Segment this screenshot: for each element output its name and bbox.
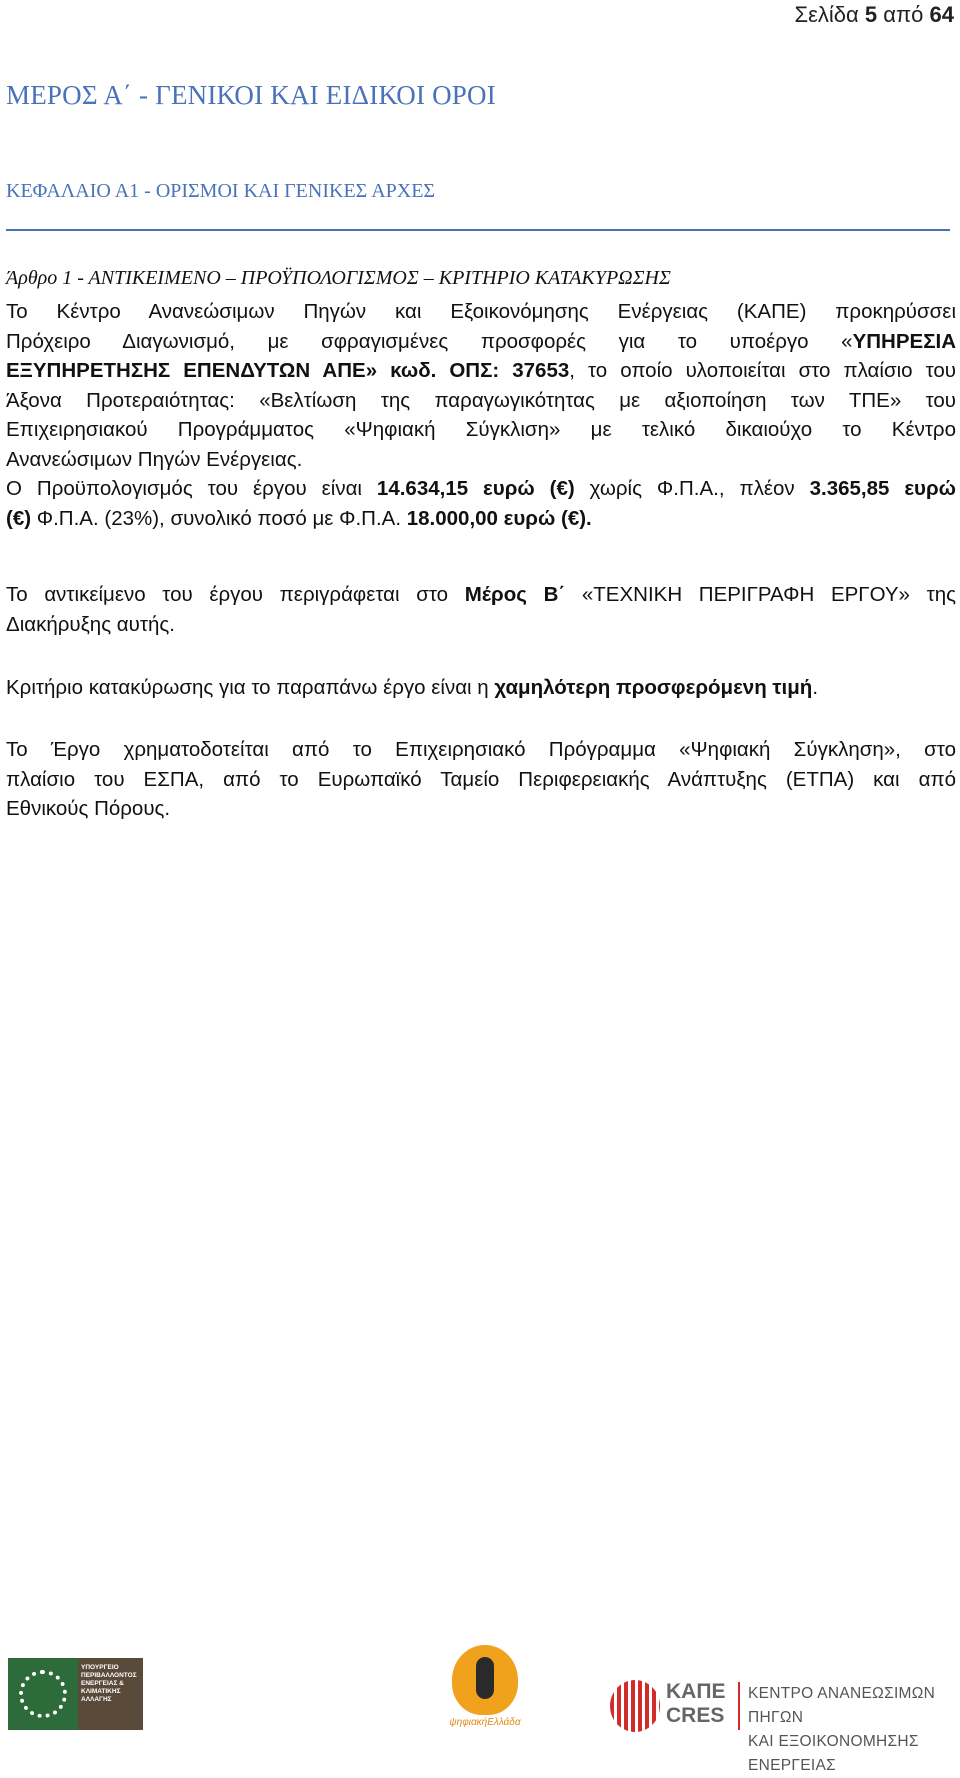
page-mid: από [883, 2, 924, 27]
digital-greece-caption: ψηφιακήΕλλάδα [449, 1717, 521, 1728]
text-run: «ΤΕΧΝΙΚΗ ΠΕΡΙΓΡΑΦΗ ΕΡΓΟΥ» της [565, 583, 956, 606]
cres-logo [610, 1680, 960, 1774]
page-total: 64 [929, 2, 954, 27]
cres-acronym [666, 1680, 726, 1728]
page-current: 5 [864, 2, 878, 27]
chapter-title: ΚΕΦΑΛΑΙΟ Α1 - ΟΡΙΣΜΟΙ ΚΑΙ ΓΕΝΙΚΕΣ ΑΡΧΕΣ [6, 180, 436, 202]
text-run-bold: 14.634,15 ευρώ (€) [376, 477, 575, 500]
footer-logos [0, 1640, 960, 1774]
ministry-logo [8, 1658, 143, 1730]
text-line: Διακήρυξης αυτής. [6, 612, 175, 636]
ministry-emblem-icon [8, 1658, 78, 1730]
cres-full-line-2: ΚΑΙ ΕΞΟΙΚΟΝΟΜΗΣΗΣ ΕΝΕΡΓΕΙΑΣ [748, 1733, 919, 1774]
text-line [6, 504, 956, 534]
cres-full-line-1: ΚΕΝΤΡΟ ΑΝΑΝΕΩΣΙΜΩΝ ΠΗΓΩΝ [748, 1685, 936, 1726]
text-line [6, 327, 956, 357]
paragraph-funding [6, 735, 956, 824]
paragraph-award-criterion [6, 673, 956, 703]
paragraph-subject [6, 297, 956, 533]
text-line: Άξονα Προτεραιότητας: «Βελτίωση της παραγωγικότητας με αξιοποίηση των ΤΠΕ» του [6, 388, 956, 412]
text-run: Πρόχειρο Διαγωνισμό, με σφραγισμένες προσφορές για το υποέργο « [6, 329, 853, 353]
text-run: Φ.Π.Α. (23%), συνολικό ποσό με Φ.Π.Α. [31, 506, 407, 530]
text-line [6, 673, 956, 703]
text-run-bold: ΥΠΗΡΕΣΙΑ [852, 329, 956, 353]
digital-greece-icon [452, 1645, 518, 1715]
text-line: πλαίσιο του ΕΣΠΑ, από το Ευρωπαϊκό Ταμείο Περιφερειακής Ανάπτυξης (ΕΤΠΑ) και από [6, 767, 956, 791]
text-line [6, 356, 956, 386]
text-run-bold: 18.000,00 ευρώ (€). [406, 506, 592, 530]
text-run: . [812, 676, 819, 699]
ministry-logo-text: ΥΠΟΥΡΓΕΙΟ ΠΕΡΙΒΑΛΛΟΝΤΟΣ ΕΝΕΡΓΕΙΑΣ & ΚΛΙΜΑΤΙΚΗΣ ΑΛΛΑΓΗΣ [78, 1658, 143, 1730]
cres-acr-gr: ΚΑΠΕ [666, 1680, 726, 1703]
text-line: Εθνικούς Πόρους. [6, 797, 171, 820]
part-title: ΜΕΡΟΣ Α΄ - ΓΕΝΙΚΟΙ ΚΑΙ ΕΙΔΙΚΟΙ ΟΡΟΙ [6, 80, 496, 110]
page-number [794, 2, 954, 28]
text-line [6, 580, 956, 610]
text-run: Ο Προϋπολογισμός του έργου είναι [6, 477, 377, 500]
text-run-bold: Μέρος Β΄ [464, 583, 566, 606]
text-run: Κριτήριο κατακύρωσης για το παραπάνω έργο είναι η [6, 676, 495, 699]
page-prefix: Σελίδα [794, 2, 859, 27]
text-line: Το Κέντρο Ανανεώσιμων Πηγών και Εξοικονόμησης Ενέργειας (ΚΑΠΕ) προκηρύσσει [6, 300, 956, 323]
text-line: Επιχειρησιακού Προγράμματος «Ψηφιακή Σύγκλιση» με τελικό δικαιούχο το Κέντρο [6, 418, 956, 441]
text-run: Το αντικείμενο του έργου περιγράφεται στο [6, 583, 465, 606]
paragraph-object [6, 580, 956, 639]
article-title: Άρθρο 1 - ΑΝΤΙΚΕΙΜΕΝΟ – ΠΡΟΫΠΟΛΟΓΙΣΜΟΣ – ΚΡΙΤΗΡΙΟ ΚΑΤΑΚΥΡΩΣΗΣ [6, 267, 671, 289]
text-run-bold: ΕΞΥΠΗΡΕΤΗΣΗΣ ΕΠΕΝΔΥΤΩΝ ΑΠΕ» κωδ. ΟΠΣ: 37653 [6, 359, 570, 382]
cres-mark-icon [610, 1680, 660, 1732]
digital-greece-logo [440, 1645, 530, 1737]
text-run-bold: χαμηλότερη προσφερόμενη τιμή [494, 676, 813, 699]
cres-full-name [748, 1682, 960, 1778]
text-run: , το οποίο υλοποιείται στο πλαίσιο του [569, 359, 956, 382]
text-run: χωρίς Φ.Π.Α., πλέον [574, 477, 810, 500]
cres-separator [738, 1682, 740, 1730]
text-line: Ανανεώσιμων Πηγών Ενέργειας. [6, 447, 303, 471]
chapter-divider [6, 229, 950, 231]
text-line [6, 474, 956, 504]
text-run-bold: 3.365,85 ευρώ [809, 477, 956, 500]
text-run-bold: (€) [6, 506, 32, 530]
cres-acr-en: CRES [666, 1704, 725, 1727]
text-line: Το Έργο χρηματοδοτείται από το Επιχειρησιακό Πρόγραμμα «Ψηφιακή Σύγκληση», στο [6, 738, 956, 761]
